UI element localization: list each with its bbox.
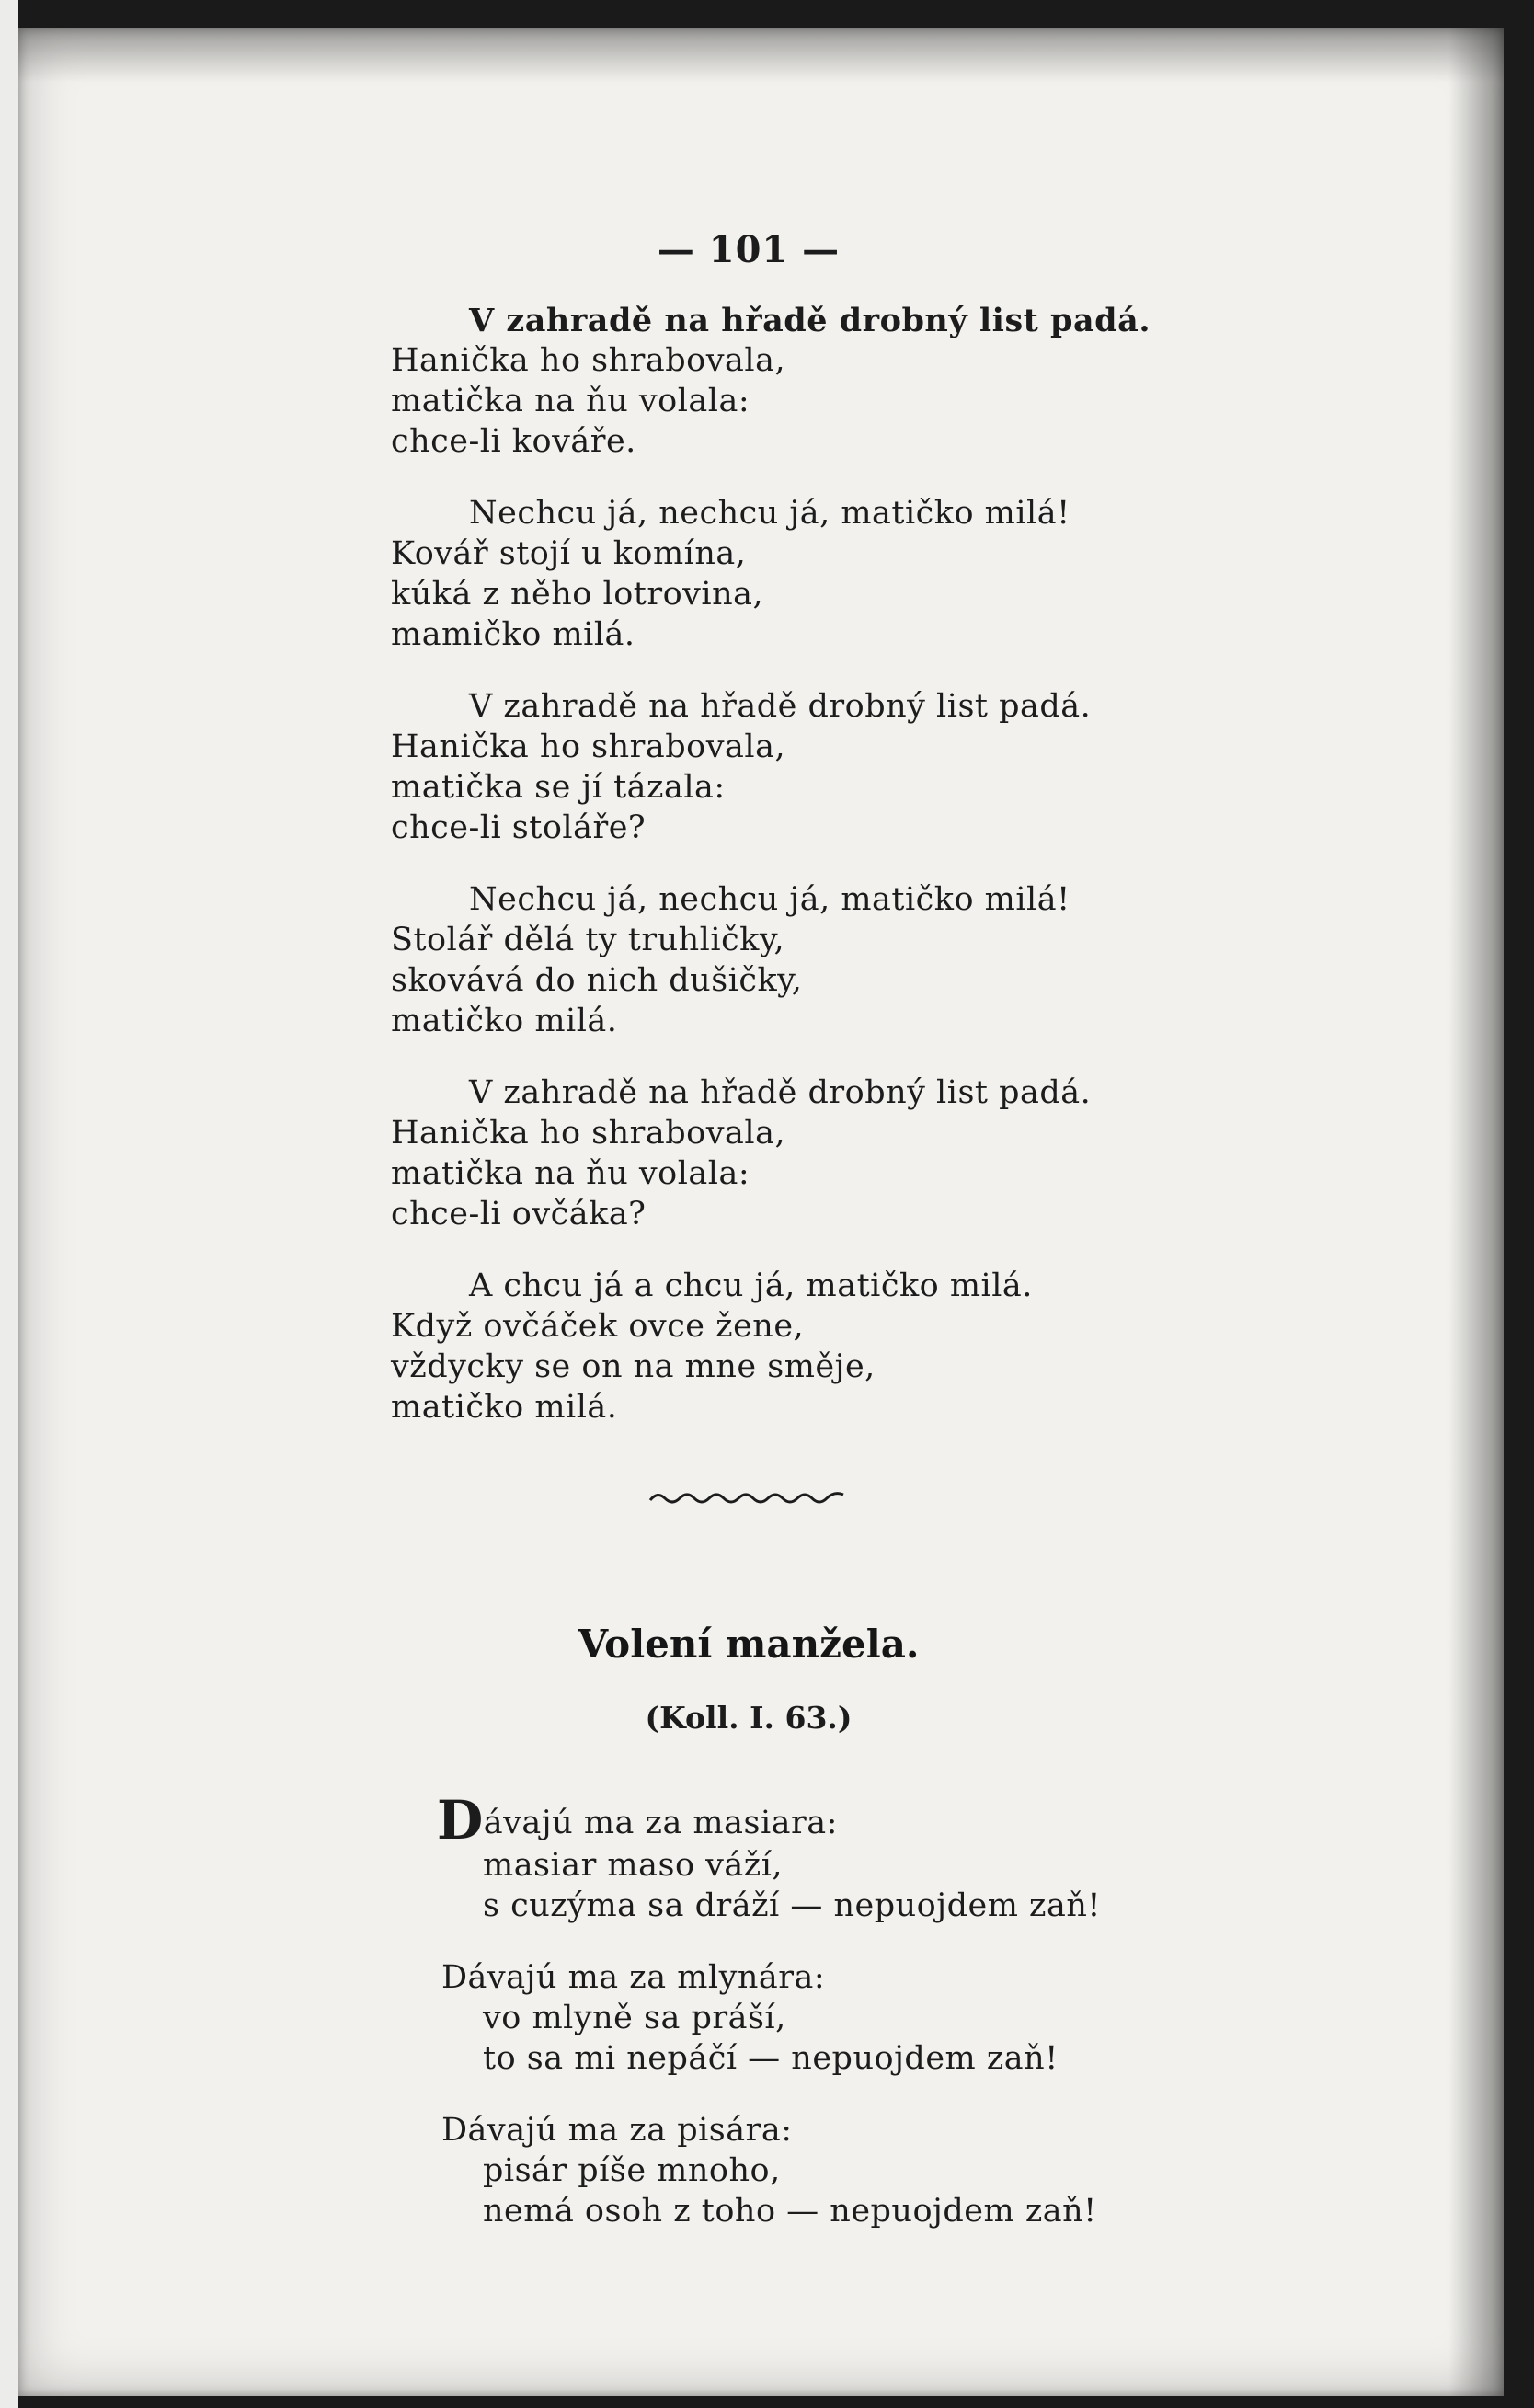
verse-line: skovává do nich dušičky, — [391, 962, 803, 999]
verse-line: pisár píše mnoho, — [483, 2152, 781, 2189]
scan-shadow-right — [1448, 28, 1504, 2396]
scan-margin — [0, 0, 18, 2408]
ornamental-divider — [648, 1485, 846, 1508]
verse-line: chce-li kováře. — [391, 423, 636, 460]
scan-shadow-top — [18, 28, 1504, 83]
verse-line: masiar maso váží, — [483, 1847, 784, 1884]
song-title: Volení manžela. — [578, 1622, 920, 1667]
verse-line: Nechcu já, nechcu já, matičko milá! — [469, 881, 1070, 918]
verse-line: Když ovčáček ovce žene, — [391, 1308, 805, 1345]
verse-line: kúká z něho lotrovina, — [391, 576, 764, 613]
page-number: — 101 — — [657, 228, 841, 271]
verse-line: matička na ňu volala: — [391, 383, 750, 419]
verse-line: vo mlyně sa práší, — [483, 2000, 786, 2036]
verse-line: nemá osoh z toho — nepuojdem zaň! — [483, 2193, 1097, 2230]
book-page — [18, 28, 1504, 2396]
verse-line: V zahradě na hřadě drobný list padá. — [469, 688, 1092, 725]
verse-line: s cuzýma sa dráží — nepuojdem zaň! — [483, 1887, 1101, 1924]
verse-line: chce-li ovčáka? — [391, 1196, 647, 1233]
verse-line: Nechcu já, nechcu já, matičko milá! — [469, 495, 1070, 532]
drop-cap: D — [437, 1789, 484, 1852]
verse-line: matičko milá. — [391, 1003, 618, 1039]
verse-line: matičko milá. — [391, 1389, 618, 1426]
verse-line: Hanička ho shrabovala, — [391, 342, 786, 379]
song-source: (Koll. I. 63.) — [645, 1700, 853, 1736]
verse-line: matička se jí tázala: — [391, 769, 726, 806]
verse-line: Kovář stojí u komína, — [391, 535, 747, 572]
verse-line: Hanička ho shrabovala, — [391, 1115, 786, 1152]
verse-line: Stolář dělá ty truhličky, — [391, 922, 785, 958]
verse-line: Dávajú ma za mlynára: — [441, 1959, 826, 1996]
verse-line: matička na ňu volala: — [391, 1155, 750, 1192]
verse-line: mamičko milá. — [391, 616, 635, 653]
verse-line: to sa mi nepáčí — nepuojdem zaň! — [483, 2040, 1059, 2077]
verse-line: V zahradě na hřadě drobný list padá. — [469, 302, 1151, 339]
verse-line-first-rest: ávajú ma za masiara: — [483, 1805, 838, 1841]
verse-line-first — [437, 1789, 838, 1852]
verse-line: Hanička ho shrabovala, — [391, 728, 786, 765]
verse-line: vždycky se on na mne směje, — [391, 1348, 876, 1385]
verse-line: Dávajú ma za pisára: — [441, 2112, 793, 2149]
verse-line: chce-li stoláře? — [391, 809, 647, 846]
verse-line: A chcu já a chcu já, matičko milá. — [469, 1267, 1033, 1304]
verse-line: V zahradě na hřadě drobný list padá. — [469, 1074, 1092, 1111]
